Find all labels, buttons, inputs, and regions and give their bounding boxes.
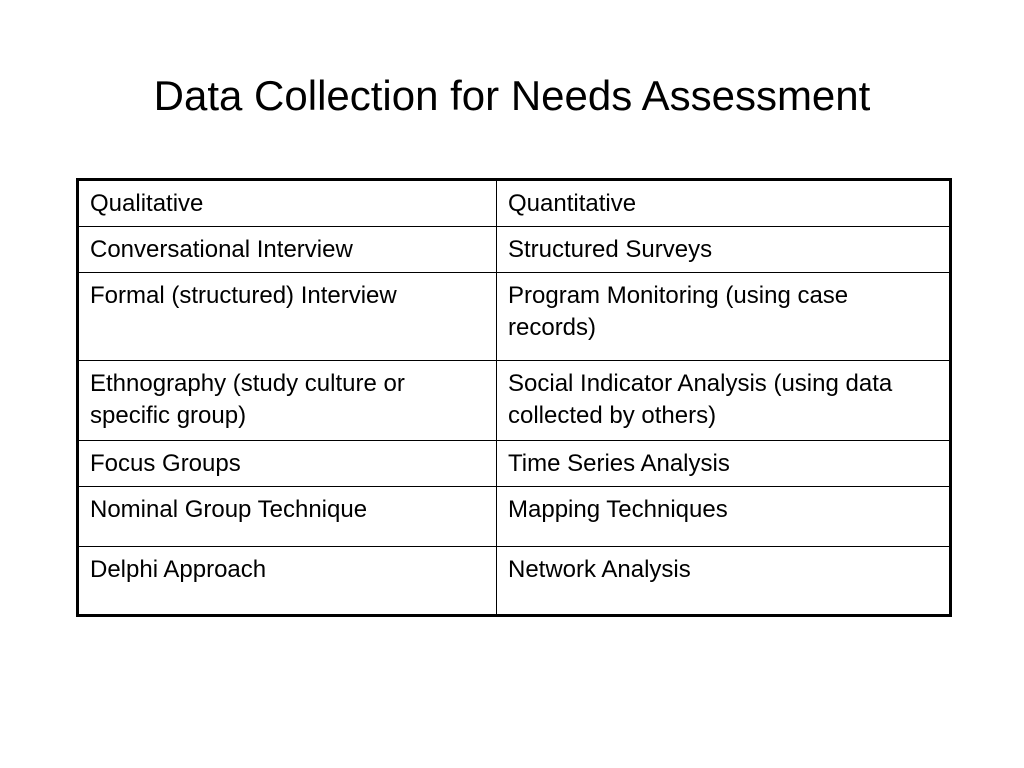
table-header-row bbox=[78, 180, 951, 227]
qualitative-cell: Conversational Interview bbox=[78, 227, 497, 273]
quantitative-cell: Program Monitoring (using case records) bbox=[497, 273, 951, 361]
table-row bbox=[78, 441, 951, 487]
quantitative-cell: Mapping Techniques bbox=[497, 487, 951, 547]
quantitative-cell: Network Analysis bbox=[497, 547, 951, 616]
table-row bbox=[78, 547, 951, 616]
column-header-quantitative: Quantitative bbox=[497, 180, 951, 227]
quantitative-cell: Social Indicator Analysis (using data collected by others) bbox=[497, 361, 951, 441]
table-row bbox=[78, 361, 951, 441]
quantitative-cell: Structured Surveys bbox=[497, 227, 951, 273]
column-header-qualitative: Qualitative bbox=[78, 180, 497, 227]
table-row bbox=[78, 487, 951, 547]
slide-title: Data Collection for Needs Assessment bbox=[153, 72, 871, 119]
qualitative-cell: Focus Groups bbox=[78, 441, 497, 487]
quantitative-cell: Time Series Analysis bbox=[497, 441, 951, 487]
table-row bbox=[78, 273, 951, 361]
qualitative-cell: Nominal Group Technique bbox=[78, 487, 497, 547]
methods-table bbox=[76, 178, 952, 617]
qualitative-cell: Ethnography (study culture or specific group) bbox=[78, 361, 497, 441]
table-row bbox=[78, 227, 951, 273]
qualitative-cell: Formal (structured) Interview bbox=[78, 273, 497, 361]
qualitative-cell: Delphi Approach bbox=[78, 547, 497, 616]
